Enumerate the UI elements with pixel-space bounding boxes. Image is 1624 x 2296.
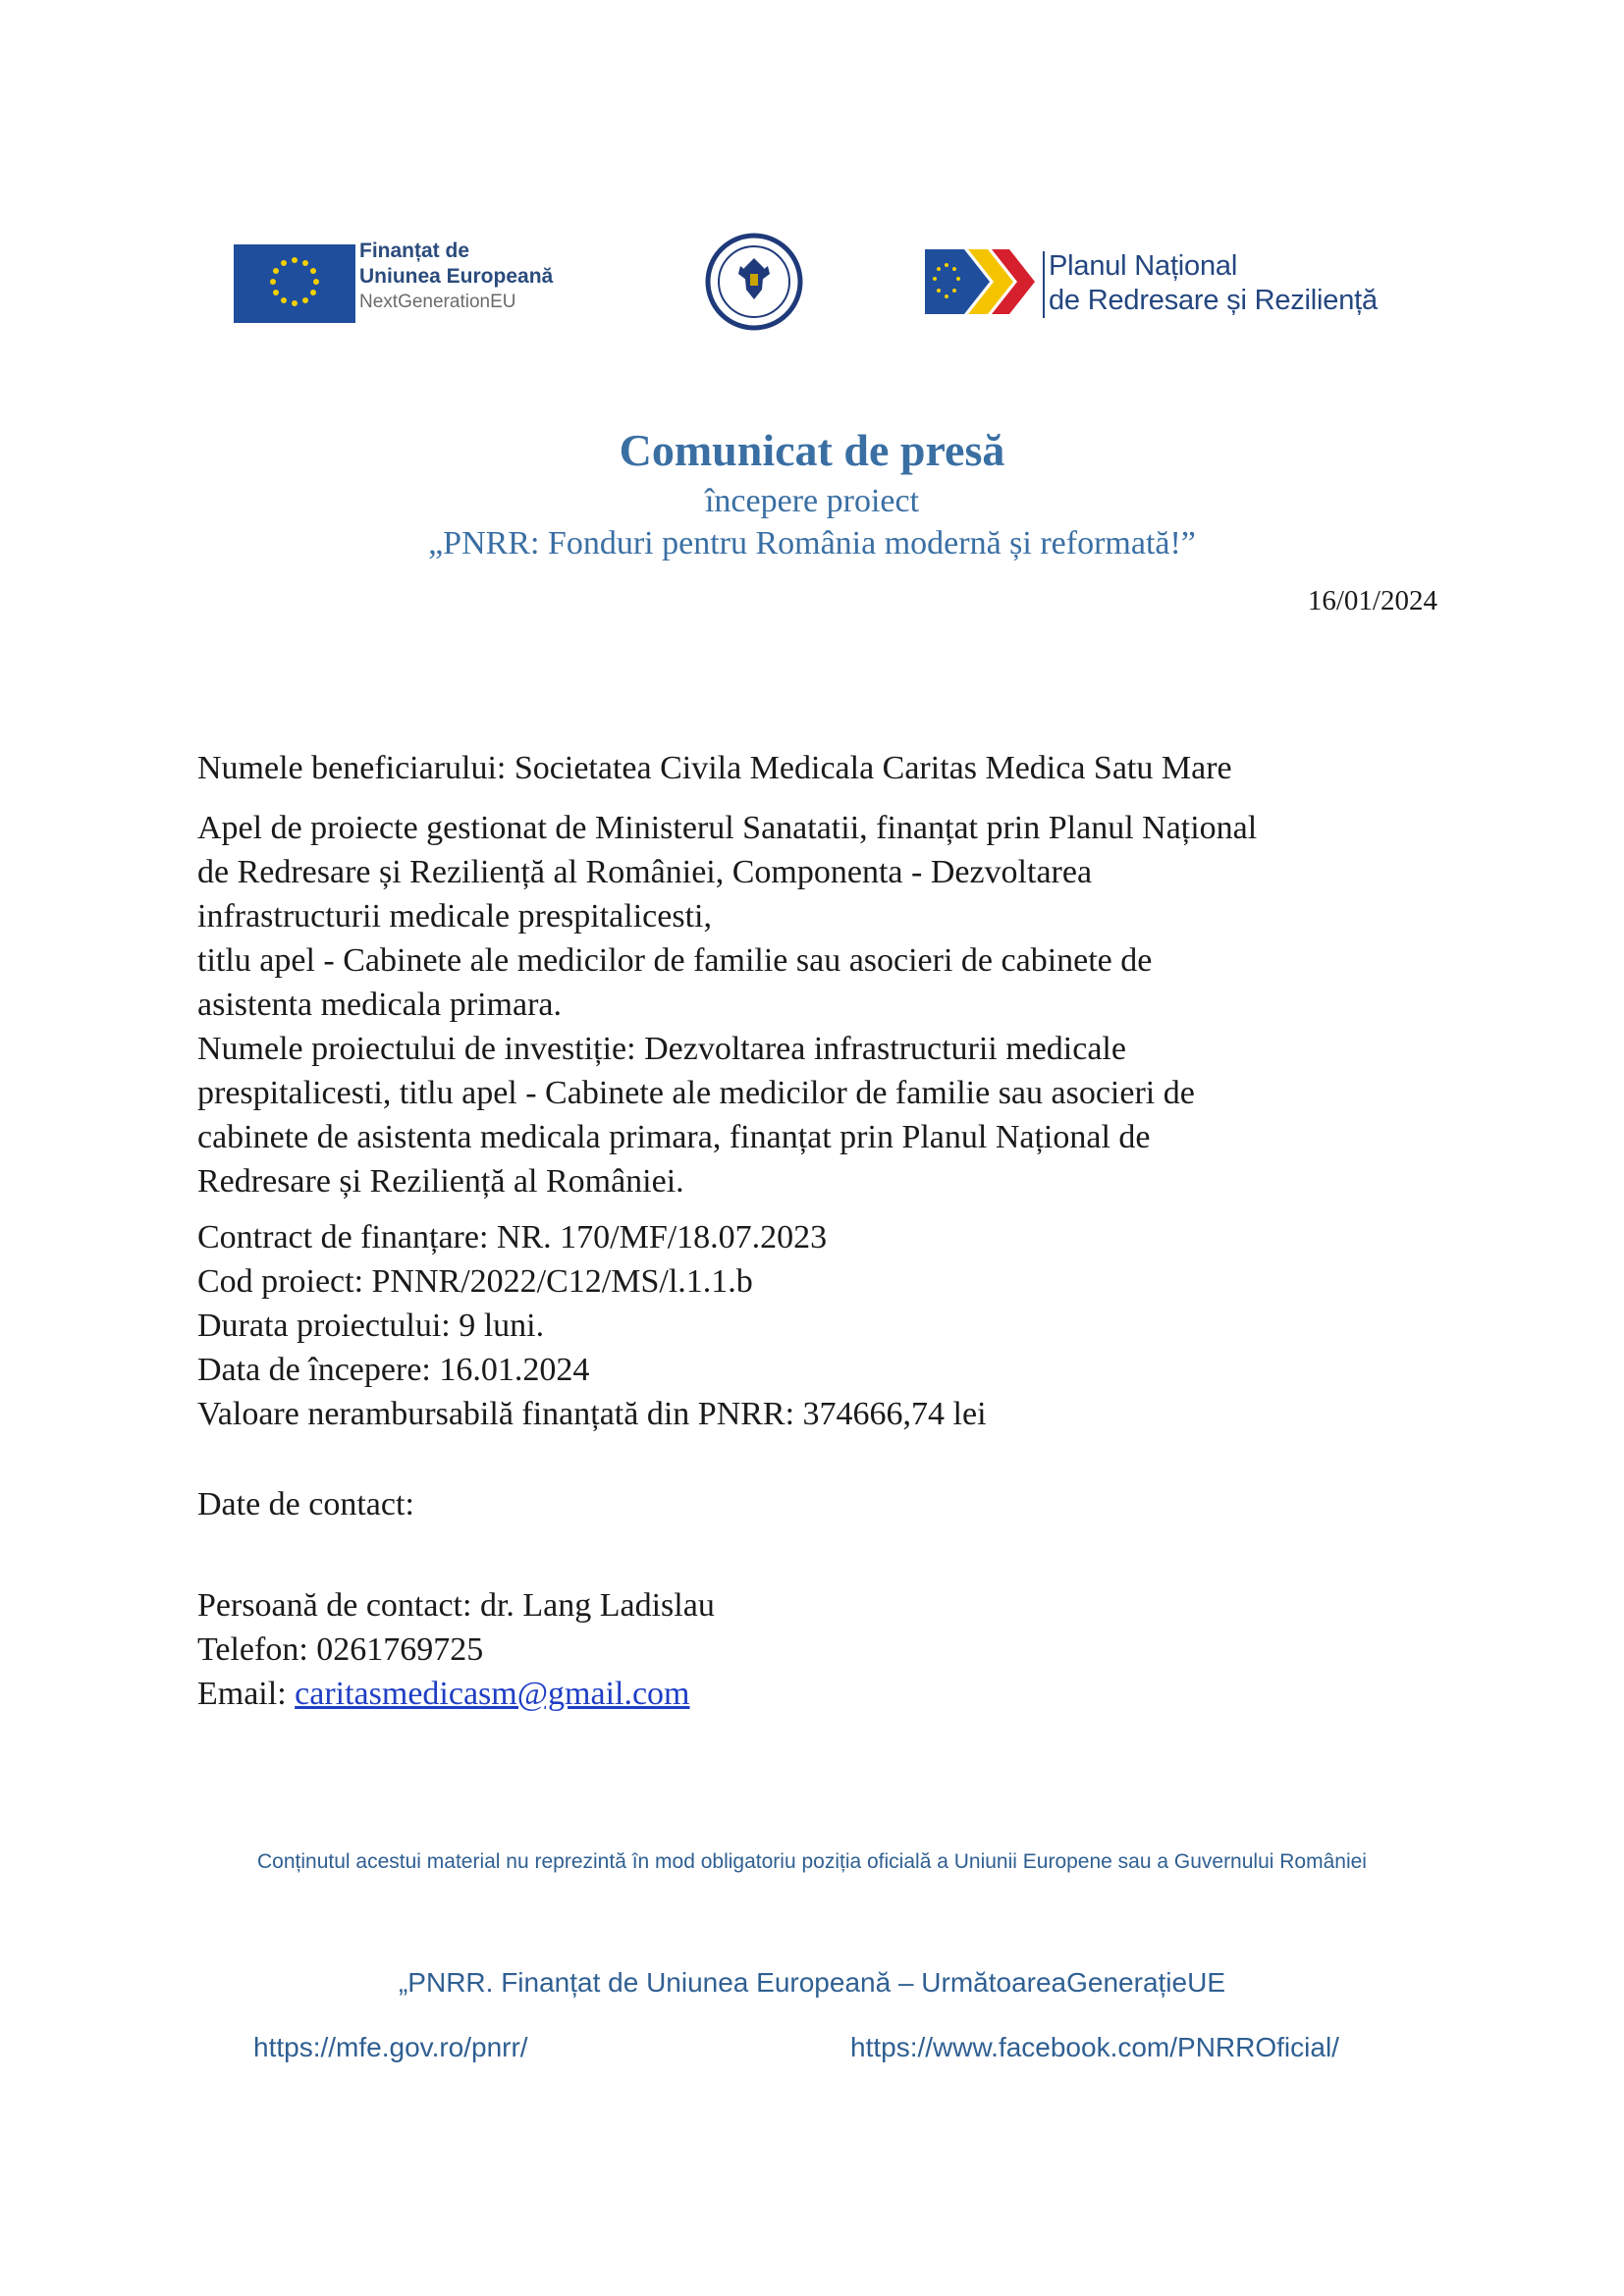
apel-line: Apel de proiecte gestionat de Ministerul Sanatatii, finanțat prin Planul Național: [197, 810, 1258, 846]
footer-slogan: „PNRR. Finanțat de Uniunea Europeană – UrmătoareaGenerațieUE: [398, 1967, 1225, 1998]
contact-email-link[interactable]: caritasmedicasm@gmail.com: [295, 1676, 690, 1712]
contact-heading: Date de contact:: [197, 1486, 414, 1522]
footer-link-mfe[interactable]: https://mfe.gov.ro/pnrr/: [253, 2032, 528, 2062]
page-subtitle: începere proiect: [704, 483, 920, 519]
detail-value: Valoare nerambursabilă finanțată din PNRR: 374666,74 lei: [197, 1396, 987, 1432]
detail-duration: Durata proiectului: 9 luni.: [197, 1308, 545, 1344]
eu-logo-line3: NextGenerationEU: [359, 292, 516, 312]
apel-line: Numele proiectului de investiție: Dezvoltarea infrastructurii medicale: [197, 1031, 1126, 1067]
contact-person: Persoană de contact: dr. Lang Ladislau: [197, 1587, 715, 1624]
pnrr-logo-divider: [1043, 251, 1045, 318]
detail-start-date: Data de începere: 16.01.2024: [197, 1352, 590, 1388]
document-date: 16/01/2024: [1307, 585, 1437, 616]
pnrr-logo-line2: de Redresare și Reziliență: [1049, 285, 1378, 316]
project-details: [197, 1215, 1435, 1436]
detail-project-code: Cod proiect: PNNR/2022/C12/MS/l.1.1.b: [197, 1263, 753, 1300]
eu-logo-line2: Uniunea Europeană: [359, 265, 554, 288]
contact-block: [197, 1583, 1435, 1716]
pnrr-arrow-icon: [925, 247, 1041, 316]
eu-flag-icon: [234, 244, 355, 323]
detail-contract: Contract de finanțare: NR. 170/MF/18.07.2023: [197, 1219, 828, 1255]
page-title: Comunicat de presă: [619, 425, 1005, 475]
contact-phone: Telefon: 0261769725: [197, 1631, 484, 1668]
eu-logo-line1: Finanțat de: [359, 240, 470, 262]
apel-line: prespitalicesti, titlu apel - Cabinete ale medicilor de familie sau asocieri de: [197, 1075, 1195, 1111]
beneficiary-paragraph: Numele beneficiarului: Societatea Civila Medicala Caritas Medica Satu Mare: [197, 750, 1232, 786]
guvernul-romaniei-seal-icon: [705, 229, 803, 335]
apel-paragraph: [197, 806, 1435, 1203]
apel-line: infrastructurii medicale prespitalicesti,: [197, 898, 712, 934]
eu-funding-logo: [234, 239, 587, 337]
page-slogan: „PNRR: Fonduri pentru România modernă și reformată!”: [428, 525, 1196, 561]
pnrr-logo-line1: Planul Național: [1049, 250, 1238, 282]
footer-disclaimer: Conținutul acestui material nu reprezintă în mod obligatoriu poziția oficială a Uniunii Europene sau a Guvernului României: [257, 1850, 1367, 1873]
apel-line: titlu apel - Cabinete ale medicilor de familie sau asocieri de cabinete de: [197, 942, 1153, 979]
contact-email-label: Email:: [197, 1676, 296, 1712]
apel-line: cabinete de asistenta medicala primara, finanțat prin Planul Național de: [197, 1119, 1151, 1155]
apel-line: Redresare și Reziliență al României.: [197, 1163, 684, 1200]
apel-line: asistenta medicala primara.: [197, 987, 562, 1023]
footer-link-facebook[interactable]: https://www.facebook.com/PNRROficial/: [850, 2032, 1339, 2062]
contact-email-row: [197, 1672, 1435, 1716]
apel-line: de Redresare și Reziliență al României, Componenta - Dezvoltarea: [197, 854, 1093, 890]
pnrr-logo: [925, 247, 1435, 326]
